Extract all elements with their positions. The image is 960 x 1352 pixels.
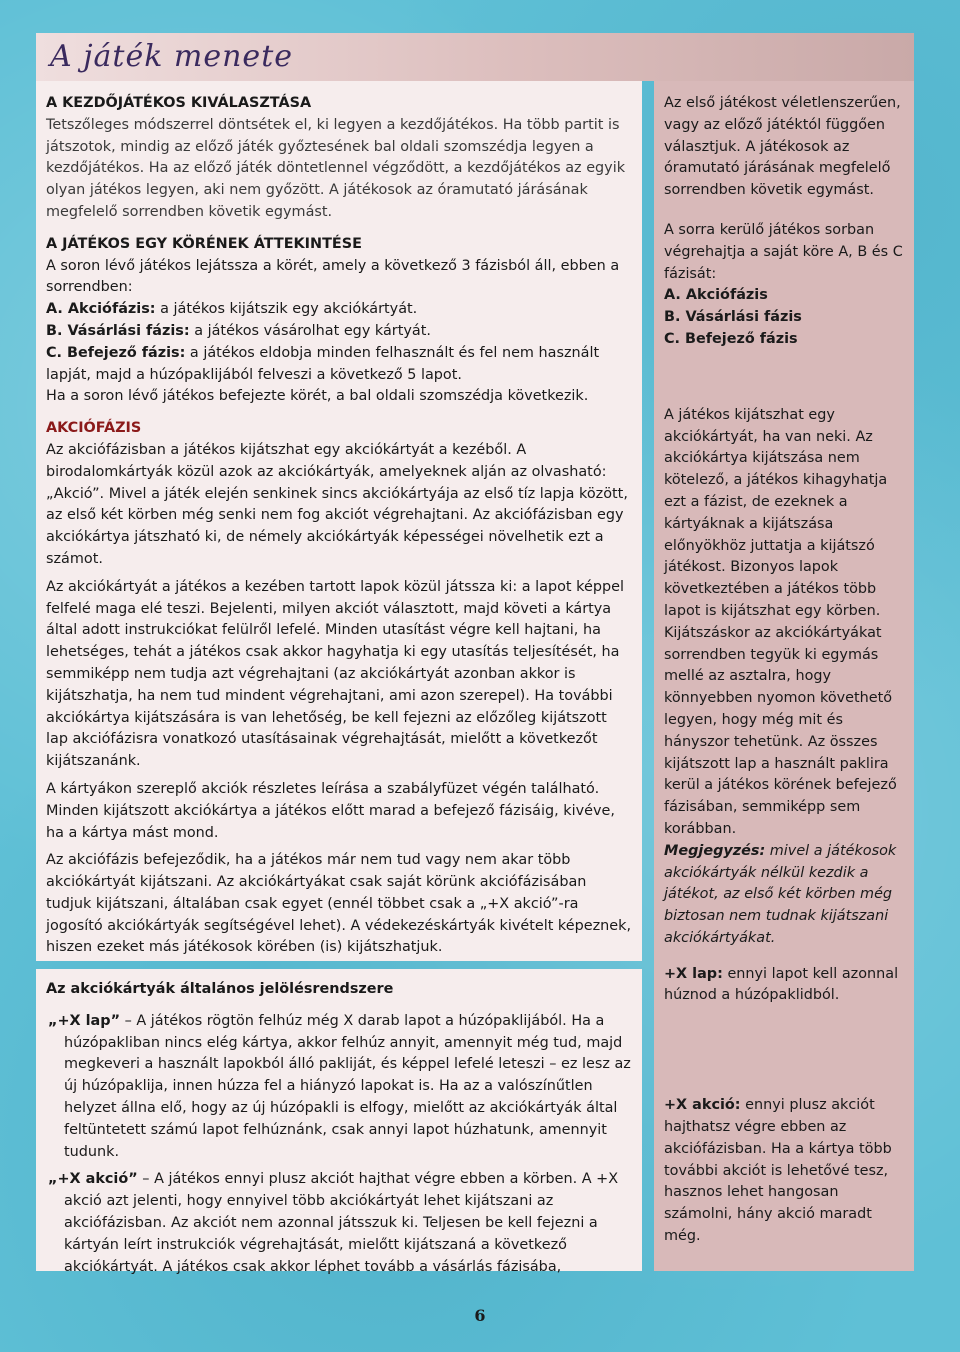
notation-entry-akcio [46,1169,632,1278]
notation-heading: Az akciókártyák általános jelölésrendszere [46,981,394,997]
notation-lap-label: „+X lap” [48,1012,121,1029]
notation-box [36,969,642,1275]
sidebar-lap-label: +X lap: [664,965,723,982]
heading-kezdo: A KEZDŐJÁTÉKOS KIVÁLASZTÁSA [46,95,312,111]
sidebar-note-text: mivel a játékosok akciókártyák nélkül kezdik a játékot, az első két körben még biztosan nem tudnak kijátszani akciókártyákat. [664,842,897,946]
phase-c-text: a játékos eldobja minden felhasznált és fel nem használt lapját, majd a húzópaklijából felveszi a következő 5 lapot. [46,344,600,383]
heading-akcio: AKCIÓFÁZIS [46,420,142,437]
phase-b-label: B. Vásárlási fázis: [46,322,190,339]
notation-lap-text: – A játékos rögtön felhúz még X darab lapot a húzópaklijából. Ha a húzópakliban nincs elég kártya, akkor felhúz annyit, amennyit még tud, majd megkeveri a használt lapokból álló pakliját, és képpel lefelé leteszi – ez lesz az új húzópaklija, innen húzza fel a hiányzó lapokat is. Ha az a valószínűtlen helyzet állna elő, hogy az új húzópakli is elfogy, mielőtt az akciókártyák által feltüntetett számú lapot felhúznánk, csak annyi lapot húzhatunk, amennyit tudunk. [64,1012,631,1160]
title-bar [36,33,914,81]
text-akcio-p3: A kártyákon szereplő akciók részletes leírása a szabályfüzet végén található. Minden kijátszott akciókártya a játékos előtt marad a befejező fázisáig, kivéve, ha a kártya mást mond. [46,780,615,841]
notation-akcio-label: „+X akció” [48,1171,138,1188]
sidebar-s2-a: A. Akciófázis [664,287,768,304]
text-kor-end: Ha a soron lévő játékos befejezte körét, a bal oldali szomszédja következik. [46,388,589,405]
main-column [36,81,642,961]
sidebar-lap [664,964,908,1008]
sidebar-akcio-label: +X akció: [664,1097,741,1114]
phase-c-label: C. Befejező fázis: [46,344,186,361]
sidebar-lap-text: ennyi lapot kell azonnal húznod a húzópaklidból. [664,965,899,1004]
phase-c [46,343,632,387]
sidebar [654,81,914,1271]
sidebar-note-label: Megjegyzés: [664,842,766,859]
page-number: 6 [474,1306,486,1325]
sidebar-s2-intro: A sorra kerülő játékos sorban végrehajtja a saját köre A, B és C fázisát: [664,221,903,282]
text-akcio-p2: Az akciókártyát a játékos a kezében tartott lapok közül játssza ki: a lapot képpel felfelé maga elé teszi. Bejelenti, milyen akciót választott, majd követi a kártya által adott instrukciókat felülről lefelé. Minden utasítást végre kell hajtani, ha lehetséges, tehát a játékos csak akkor hagyhatja ki egy utasítás teljesítését, ha semmiképp nem tudja azt végrehajtani (az akciókártyát azonban akkor is kijátszhatja, ha nem tud mindent végrehajtani, ami azon szerepel). Ha további akciókártya kijátszására is van lehetőség, be kell fejezni az előzőleg kijátszott lap akciófázisra vonatkozó utasításainak végrehajtását, mielőtt a következőt kijátszanánk. [46,578,624,770]
sidebar-akcio-text: ennyi plusz akciót hajthatsz végre ebben az akciófázisban. Ha a kártya több további akciót is lehetővé tesz, hasznos lehet hangosan számolni, hány akció maradt még. [664,1097,892,1245]
notation-akcio-text: – A játékos ennyi plusz akciót hajthat végre ebben a körben. A +X akció azt jelenti, hogy ennyivel több akciókártyát lehet kijátszani az akciófázisban. Az akciót nem azonnal játsszuk ki. Teljesen be kell fejezni a kártyán leírt instrukciók végrehajtását, mielőtt kijátszaná a következő akciókártyát. A játékos csak akkor léphet tovább a vásárlás fázisába, [64,1171,619,1275]
heading-kor: A JÁTÉKOS EGY KÖRÉNEK ÁTTEKINTÉSE [46,235,362,252]
sidebar-s3: A játékos kijátszhat egy akciókártyát, ha van neki. Az akciókártya kijátszása nem kötelező, a játékos kihagyhatja ezt a fázist, de ezeknek a kártyáknak a kijátszása előnyökhöz juttatja a kijátszó játékost. Bizonyos lapok következtében a játékos több lapot is kijátszhat egy körben. Kijátszáskor az akciókártyákat sorrendben tegyük ki egymás mellé az asztalra, hogy könnyebben nyomon követhető legyen, hogy még mit és hányszor tehetünk. Az összes kijátszott lap a használt paklira kerül a játékos körének befejező fázisában, semmiképp sem korábban. [664,406,897,837]
text-kor-intro: A soron lévő játékos lejátssza a körét, amely a következő 3 fázisból áll, ebben a sorrendben: [46,257,620,296]
page-title: A játék menete [50,39,293,74]
notation-entry-lap [46,1011,632,1164]
phase-a-label: A. Akciófázis: [46,301,156,318]
text-akcio-p1: Az akciófázisban a játékos kijátszhat egy akciókártyát a kezéből. A birodalomkártyák közül azok az akciókártyák, amelyeknek alján az olvasható: „Akció”. Mivel a játék elején senkinek sincs akciókártyája az első tíz lapja között, az első két körben még senki nem fog akciót végrehajtani. Az akciófázisban egy akciókártya játszható ki, de némely akciókártyák képességei növelhetik ezt a számot. [46,441,628,567]
phase-b [46,321,632,343]
sidebar-note [664,841,908,950]
sidebar-s1: Az első játékost véletlenszerűen, vagy az előző játéktól függően választjuk. A játékosok az óramutató járásának megfelelő sorrendben követik egymást. [664,95,901,199]
sidebar-s2-c: C. Befejező fázis [664,330,798,347]
phase-b-text: a játékos vásárolhat egy kártyát. [189,322,431,339]
text-kezdo: Tetszőleges módszerrel döntsétek el, ki legyen a kezdőjátékos. Ha több partit is játszotok, mindig az előző játék győztesének bal oldali szomszédja legyen a kezdőjátékos. Ha az előző játék döntetlennel végződött, a kezdőjátékos az egyik olyan játékos legyen, aki nem győzött. A játékosok az óramutató járásának megfelelő sorrendben követik egymást. [46,116,626,220]
phase-a-text: a játékos kijátszik egy akciókártyát. [155,301,418,318]
sidebar-s2-b: B. Vásárlási fázis [664,309,802,326]
phase-a [46,299,632,321]
text-akcio-p4: Az akciófázis befejeződik, ha a játékos már nem tud vagy nem akar több akciókártyát kijátszani. Az akciókártyákat csak saját körünk akciófázisában tudjuk kijátszani, általában csak egyet (ennél többet csak a „+X akció”-ra jogosító akciókártyák segítségével lehet). A védekezéskártyák kivételt képeznek, hiszen ezeket más játékosok körében (is) kijátszhatjuk. [46,852,632,956]
sidebar-akcio [664,1095,908,1248]
